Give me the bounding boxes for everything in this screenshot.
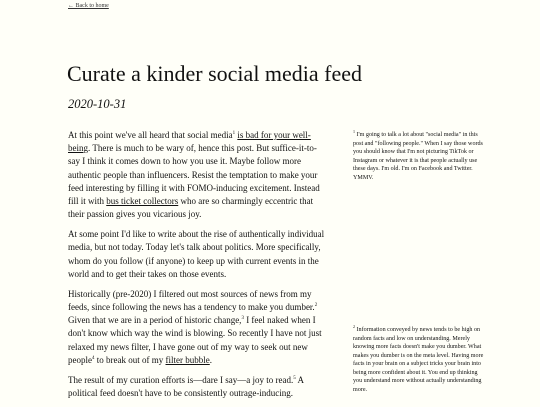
footnote-ref-2[interactable]: 2	[314, 303, 318, 309]
sidenote-number: 2	[353, 323, 355, 329]
footnote-ref-3[interactable]: 3	[241, 316, 244, 322]
paragraph-politics	[68, 228, 328, 281]
text: Historically (pre-2020) I filtered out most sources of news from my feeds, since following the news has a tendency to make you dumber.	[68, 288, 315, 313]
paragraph-history	[68, 288, 328, 367]
sidenote-text: I'm going to talk a lot about "social media" in this post and "following people." When I say those words you should know that I'm not picturing TikTok or Instagram or whatever it is that people actually use these days. I'm old. I'm on Facebook and Twitter. YMMV.	[353, 132, 483, 181]
article-body	[68, 129, 328, 407]
footnote-ref-5[interactable]: 5	[293, 375, 296, 381]
text: Given that we are in a period of historic change,	[68, 315, 242, 326]
sidenote-2	[353, 323, 488, 394]
post-date: 2020-10-31	[68, 97, 127, 111]
footnote-ref-1[interactable]: 1	[232, 131, 236, 136]
text: At some point I'd like to write about the rise of authentically individual media, but not today. Today let's talk about politics. More specifically, whom do you follow (if anyone) to keep up with current events in the world and to get their takes on those events.	[68, 229, 325, 279]
sidenote-1	[353, 128, 488, 182]
text: A political feed doesn't have to be consistently outrage-inducing.	[68, 374, 304, 399]
paragraph-intro	[68, 129, 328, 221]
post-title: Curate a kinder social media feed	[67, 61, 363, 86]
link-bus-ticket-collectors[interactable]: bus ticket collectors	[106, 196, 179, 207]
text: At this point we've all heard that social media	[68, 130, 233, 140]
text: .	[209, 354, 212, 365]
back-to-home-link[interactable]: ← Back to home	[68, 3, 109, 9]
sidenote-text: Information conveyed by news tends to be high on random facts and low on understanding. Merely knowing more facts doesn't make you dumber. What makes you dumber is on the meta level. Having more facts in your brain on a subject tricks your brain into being more confident about it. You end up thinking you understand more without actually understanding more.	[353, 327, 484, 393]
sidenote-number: 1	[353, 128, 355, 134]
link-filter-bubble[interactable]: filter bubble	[165, 354, 210, 365]
link-bad-for-well-being[interactable]: is bad for your well-being	[68, 130, 311, 154]
text: I feel naked when I don't know which way the wind is blowing. So recently I have not just relaxed my news filter, I have gone out of my way to seek out new people	[68, 315, 322, 365]
text: . There is much to be wary of, hence this post. But suffice-it-to-say I think it comes down to how you use it. Maybe follow more authentic people than influencers. Resist the temptation to make your feed interesting by filling it with FOMO-inducing excitement. Instead fill it with	[68, 143, 320, 207]
footnote-ref-4[interactable]: 4	[92, 355, 95, 361]
text: The result of my curation efforts is—dare I say—a joy to read.	[68, 374, 294, 385]
text: who are so charmingly eccentric that their passion gives you vicarious joy.	[68, 196, 314, 220]
text: to break out of my	[96, 354, 164, 365]
paragraph-result	[68, 374, 328, 400]
